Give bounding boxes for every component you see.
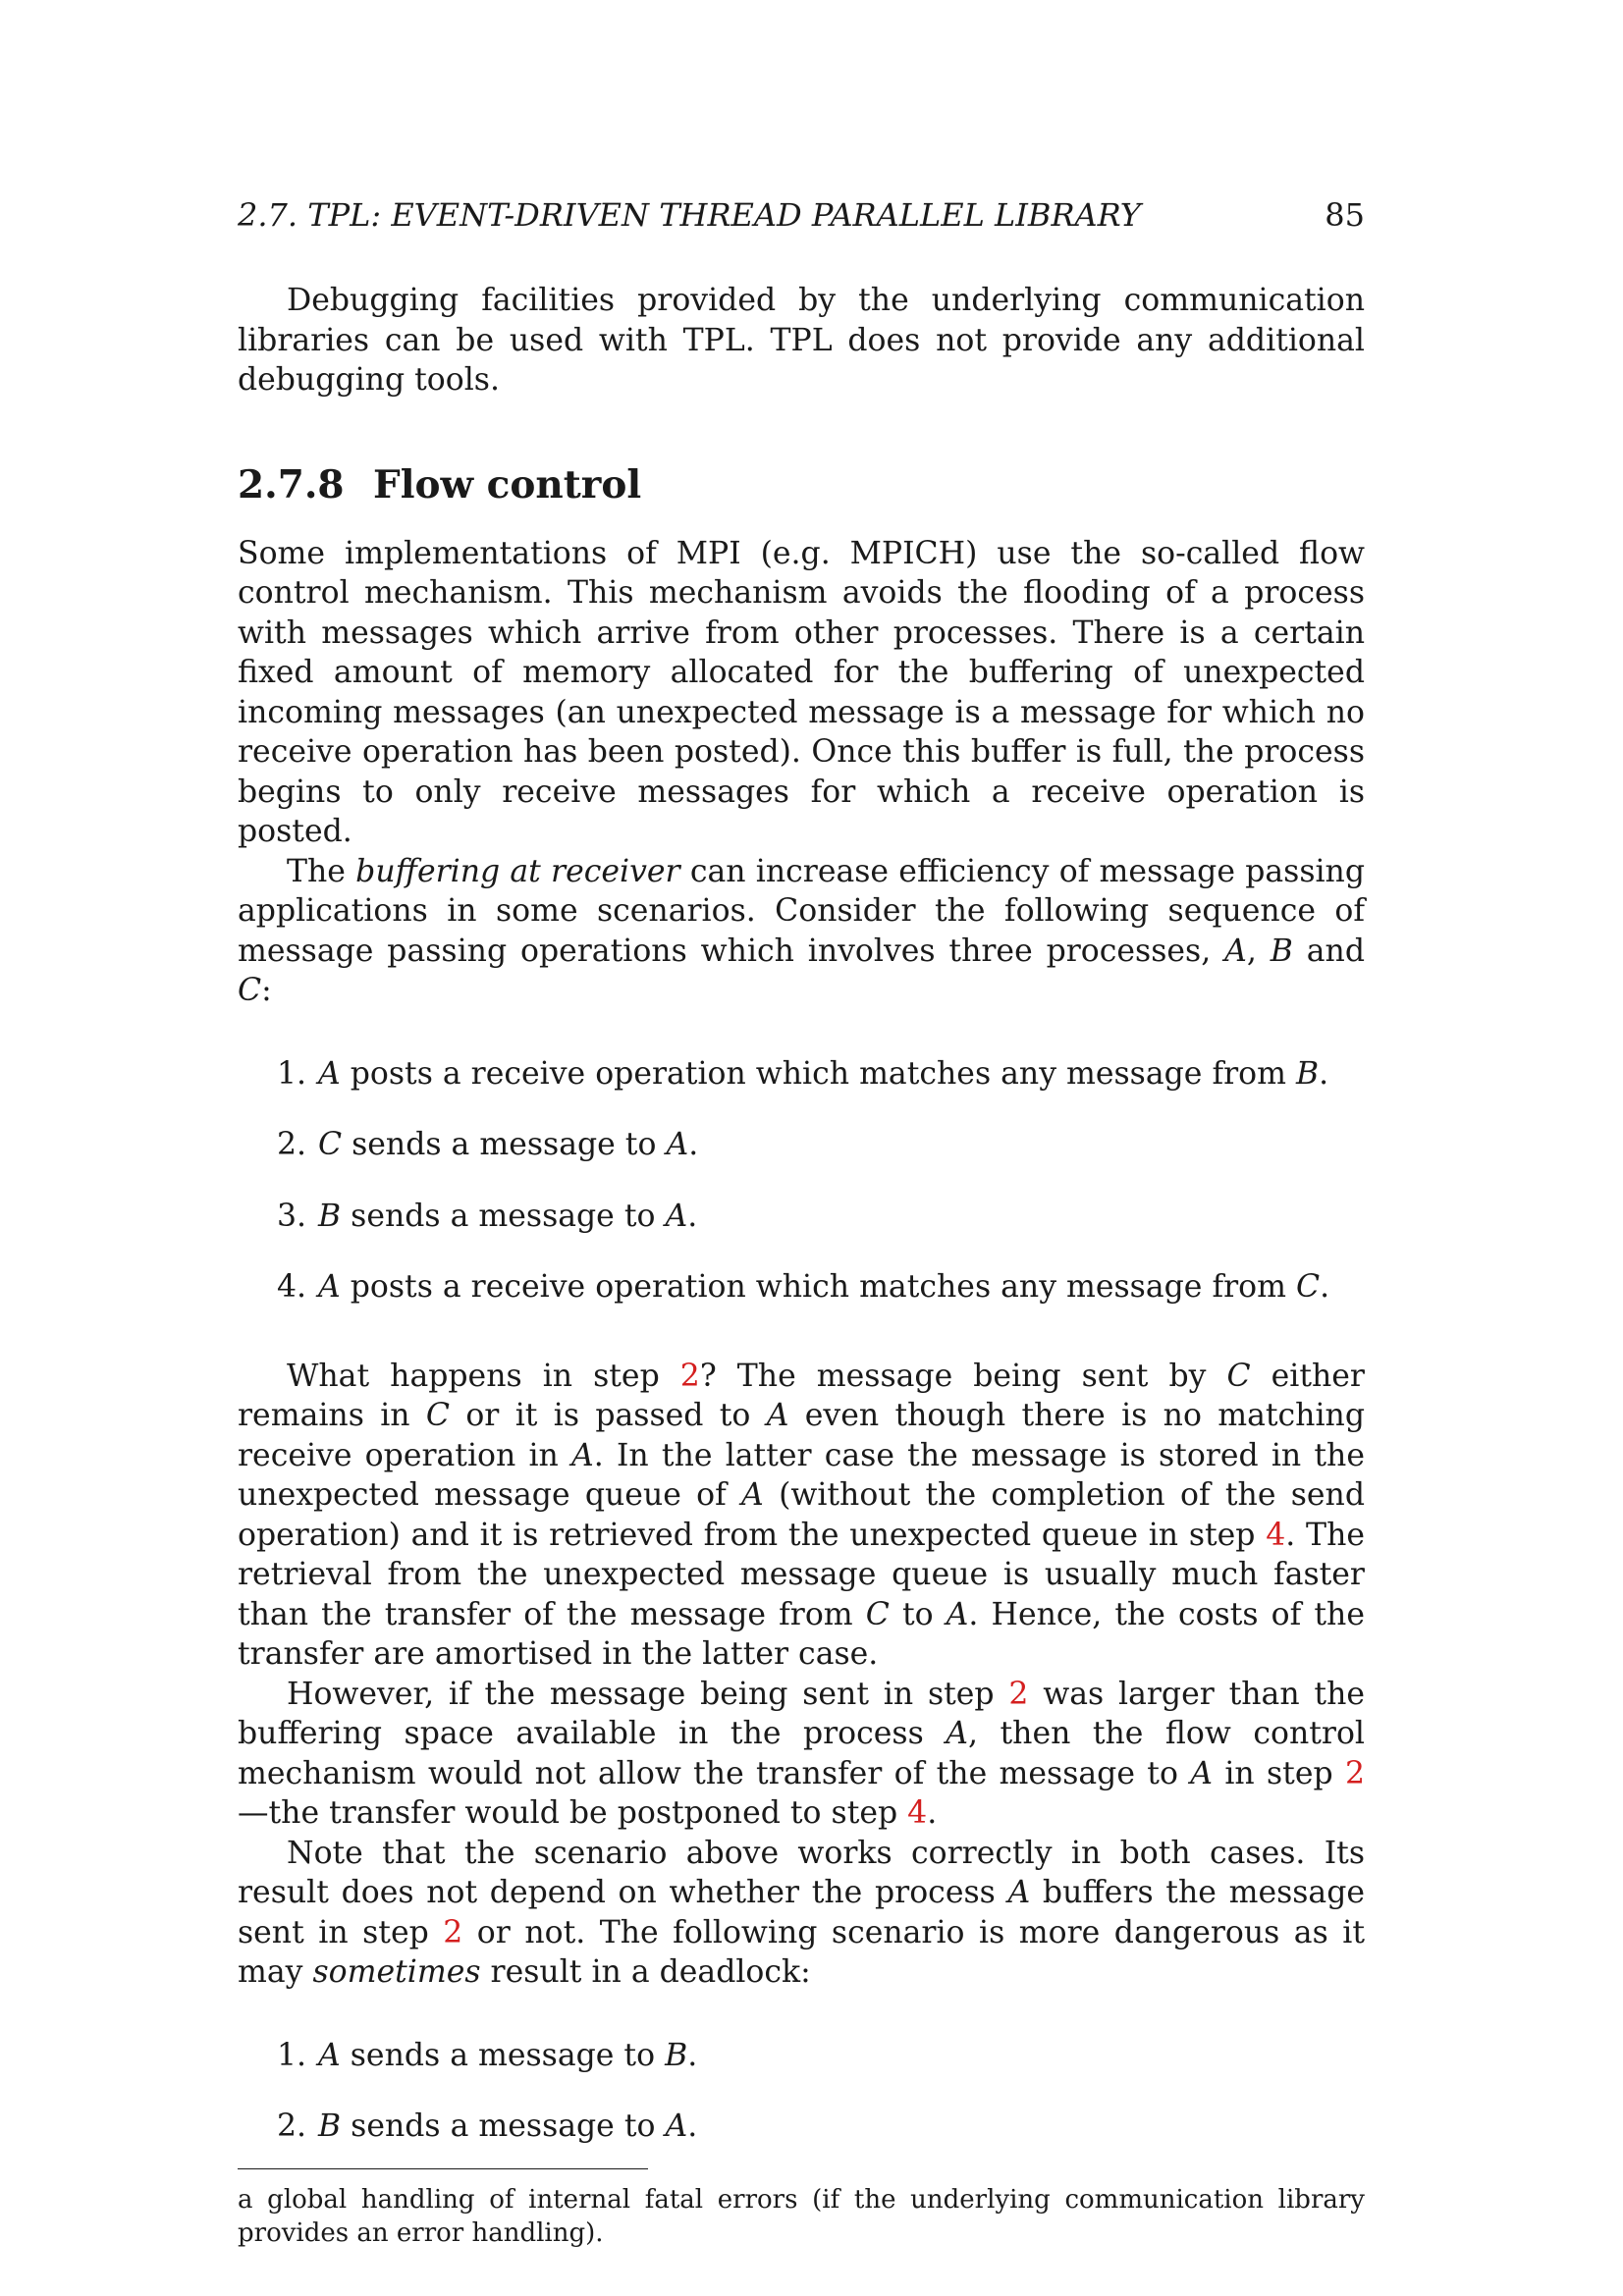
paragraph-deadlock: Note that the scenario above works correctly in both cases. Its result does not depend on whether the process A buffers the message sent in step 2 or not. The following scenario is more dangerous as it may sometimes result in a deadlock: bbox=[238, 1835, 1366, 1991]
scenario-list-2 bbox=[238, 2036, 1365, 2147]
section-number: 2.7.8 bbox=[238, 461, 345, 507]
list-item: 1. A posts a receive operation which matches any message from B. bbox=[277, 1055, 1329, 1092]
step-reference-link[interactable]: 4 bbox=[907, 1795, 928, 1832]
intro-paragraph: Debugging facilities provided by the underlying communication libraries can be used with TPL. TPL does not provide any additional debugging tools. bbox=[238, 283, 1365, 399]
section-title: Flow control bbox=[373, 461, 642, 507]
scenario-list-1 bbox=[238, 1054, 1365, 1308]
list-item: 1. A sends a message to B. bbox=[277, 2037, 698, 2073]
page-number: 85 bbox=[1325, 196, 1365, 234]
step-reference-link[interactable]: 2 bbox=[1008, 1676, 1029, 1712]
step-reference-link[interactable]: 2 bbox=[443, 1914, 463, 1950]
list-item: 4. A posts a receive operation which matches any message from C. bbox=[277, 1269, 1330, 1306]
step-reference-link[interactable]: 2 bbox=[679, 1358, 700, 1394]
footnote-rule bbox=[238, 2168, 648, 2169]
running-title: 2.7. TPL: EVENT-DRIVEN THREAD PARALLEL LIBRARY bbox=[238, 196, 1141, 234]
step-reference-link[interactable]: 4 bbox=[1266, 1517, 1286, 1553]
list-item: 3. B sends a message to A. bbox=[277, 1198, 698, 1234]
paragraph-buffer-size: However, if the message being sent in step 2 was larger than the buffering space available in the process A, then the flow control mechanism would not allow the transfer of the message to A in step 2—the transfer would be postponed to step 4. bbox=[238, 1676, 1366, 1832]
section-heading bbox=[238, 462, 1365, 508]
list-item: 2. C sends a message to A. bbox=[277, 1127, 699, 1163]
paragraph-buffering: The buffering at receiver can increase efficiency of message passing applications in some scenarios. Consider the following sequence of message passing operations which involves three processes, A, B and C: bbox=[238, 853, 1366, 1009]
running-header bbox=[238, 196, 1365, 234]
step-reference-link[interactable]: 2 bbox=[1344, 1755, 1366, 1791]
footnote: a global handling of internal fatal errors (if the underlying communication library provides an error handling). bbox=[238, 2184, 1365, 2248]
page bbox=[238, 196, 1365, 2250]
paragraph-flow-control-intro: Some implementations of MPI (e.g. MPICH) use the so-called flow control mechanism. This mechanism avoids the flooding of a process with messages which arrive from other processes. There is a certain fixed amount of memory allocated for the buffering of unexpected incoming messages (an unexpected message is a message for which no receive operation has been posted). Once this buffer is full, the process begins to only receive messages for which a receive operation is posted. bbox=[238, 535, 1365, 850]
list-item: 2. B sends a message to A. bbox=[277, 2109, 698, 2145]
paragraph-step-analysis: What happens in step 2? The message being sent by C either remains in C or it is passed to A even though there is no matching receive operation in A. In the latter case the message is stored in the unexpected message queue of A (without the completion of the send operation) and it is retrieved from the unexpected queue in step 4. The retrieval from the unexpected message queue is usually much faster than the transfer of the message from C to A. Hence, the costs of the transfer are amortised in the latter case. bbox=[238, 1358, 1365, 1673]
